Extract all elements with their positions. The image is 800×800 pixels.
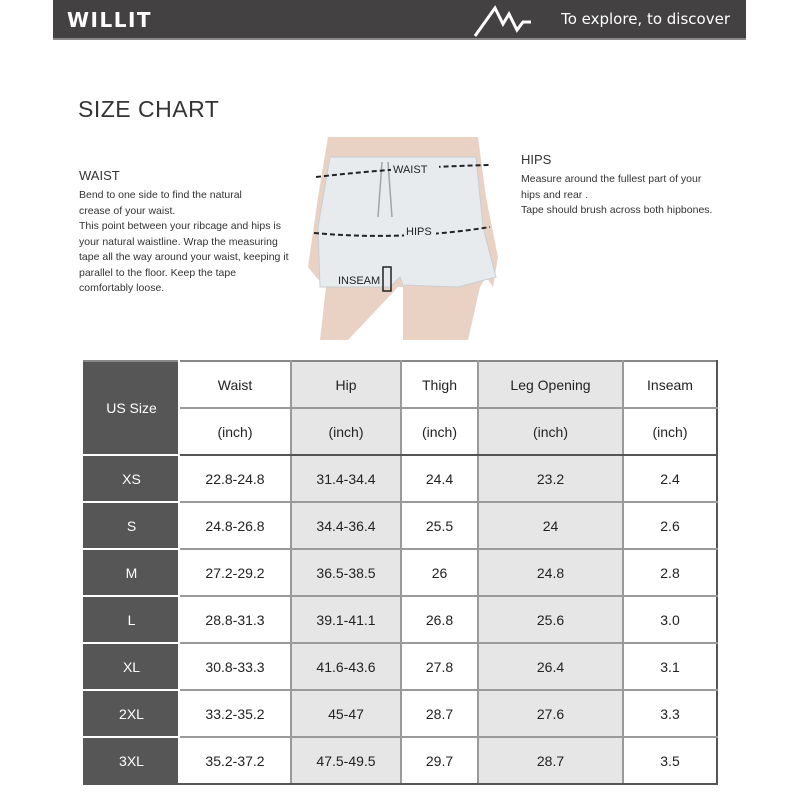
cell-thigh: 27.8	[401, 643, 478, 690]
waist-line: Bend to one side to find the natural	[79, 189, 242, 201]
figure-label-waist: WAIST	[393, 164, 428, 176]
size-label: M	[84, 549, 179, 596]
cell-thigh: 24.4	[401, 455, 478, 502]
cell-waist: 35.2-37.2	[179, 737, 291, 784]
size-label: 3XL	[84, 737, 179, 784]
cell-leg-opening: 25.6	[478, 596, 623, 643]
cell-leg-opening: 24.8	[478, 549, 623, 596]
cell-inseam: 3.0	[623, 596, 717, 643]
cell-hip: 47.5-49.5	[291, 737, 401, 784]
table-row	[84, 643, 717, 690]
hips-instructions	[521, 172, 751, 219]
brand-tagline: To explore, to discover	[561, 10, 730, 28]
column-header-leg-opening: Leg Opening	[478, 361, 623, 408]
hips-line: Tape should brush across both hipbones.	[521, 204, 713, 216]
cell-inseam: 2.4	[623, 455, 717, 502]
cell-hip: 39.1-41.1	[291, 596, 401, 643]
cell-thigh: 26.8	[401, 596, 478, 643]
waist-line: crease of your waist.	[79, 204, 176, 217]
size-chart-table	[83, 360, 718, 785]
cell-hip: 34.4-36.4	[291, 502, 401, 549]
waist-heading: WAIST	[79, 168, 120, 183]
mountain-icon	[473, 2, 553, 38]
cell-hip: 36.5-38.5	[291, 549, 401, 596]
unit-label: (inch)	[478, 408, 623, 455]
size-label: 2XL	[84, 690, 179, 737]
hips-heading: HIPS	[521, 152, 552, 167]
shorts-measurement-figure	[308, 137, 498, 340]
hips-line: hips and rear .	[521, 188, 589, 201]
table-row	[84, 737, 717, 784]
waist-line: your natural waistline. Wrap the measuring	[79, 235, 278, 248]
table-units-row	[84, 408, 717, 455]
unit-label: (inch)	[291, 408, 401, 455]
unit-label: (inch)	[623, 408, 717, 455]
cell-hip: 41.6-43.6	[291, 643, 401, 690]
size-column-header: US Size	[84, 361, 179, 455]
waist-line: tape all the way around your waist, keeping it	[79, 251, 289, 263]
cell-waist: 28.8-31.3	[179, 596, 291, 643]
table-row	[84, 502, 717, 549]
figure-label-hips: HIPS	[406, 226, 432, 238]
column-header-inseam: Inseam	[623, 361, 717, 408]
column-header-waist: Waist	[179, 361, 291, 408]
cell-inseam: 3.5	[623, 737, 717, 784]
cell-waist: 30.8-33.3	[179, 643, 291, 690]
cell-thigh: 26	[401, 549, 478, 596]
size-label: XL	[84, 643, 179, 690]
waist-line: comfortably loose.	[79, 282, 165, 294]
unit-label: (inch)	[179, 408, 291, 455]
cell-leg-opening: 24	[478, 502, 623, 549]
unit-label: (inch)	[401, 408, 478, 455]
cell-leg-opening: 27.6	[478, 690, 623, 737]
cell-thigh: 28.7	[401, 690, 478, 737]
size-label: L	[84, 596, 179, 643]
cell-thigh: 29.7	[401, 737, 478, 784]
hips-line: Measure around the fullest part of your	[521, 173, 702, 185]
cell-leg-opening: 28.7	[478, 737, 623, 784]
column-header-hip: Hip	[291, 361, 401, 408]
cell-waist: 33.2-35.2	[179, 690, 291, 737]
cell-inseam: 2.6	[623, 502, 717, 549]
cell-hip: 31.4-34.4	[291, 455, 401, 502]
table-header-row	[84, 361, 717, 408]
waist-line: This point between your ribcage and hips is	[79, 220, 281, 232]
size-label: XS	[84, 455, 179, 502]
brand-logo-text: WILLIT	[67, 8, 153, 32]
cell-waist: 24.8-26.8	[179, 502, 291, 549]
waist-line: parallel to the floor. Keep the tape	[79, 266, 237, 279]
cell-thigh: 25.5	[401, 502, 478, 549]
table-row	[84, 596, 717, 643]
cell-hip: 45-47	[291, 690, 401, 737]
cell-waist: 27.2-29.2	[179, 549, 291, 596]
cell-inseam: 3.3	[623, 690, 717, 737]
waist-instructions	[79, 188, 309, 297]
cell-inseam: 3.1	[623, 643, 717, 690]
brand-header	[53, 0, 746, 40]
cell-waist: 22.8-24.8	[179, 455, 291, 502]
cell-leg-opening: 23.2	[478, 455, 623, 502]
table-row	[84, 690, 717, 737]
figure-label-inseam: INSEAM	[338, 275, 381, 287]
table-row	[84, 455, 717, 502]
cell-inseam: 2.8	[623, 549, 717, 596]
size-label: S	[84, 502, 179, 549]
cell-leg-opening: 26.4	[478, 643, 623, 690]
column-header-thigh: Thigh	[401, 361, 478, 408]
table-row	[84, 549, 717, 596]
page-title: SIZE CHART	[78, 96, 220, 122]
